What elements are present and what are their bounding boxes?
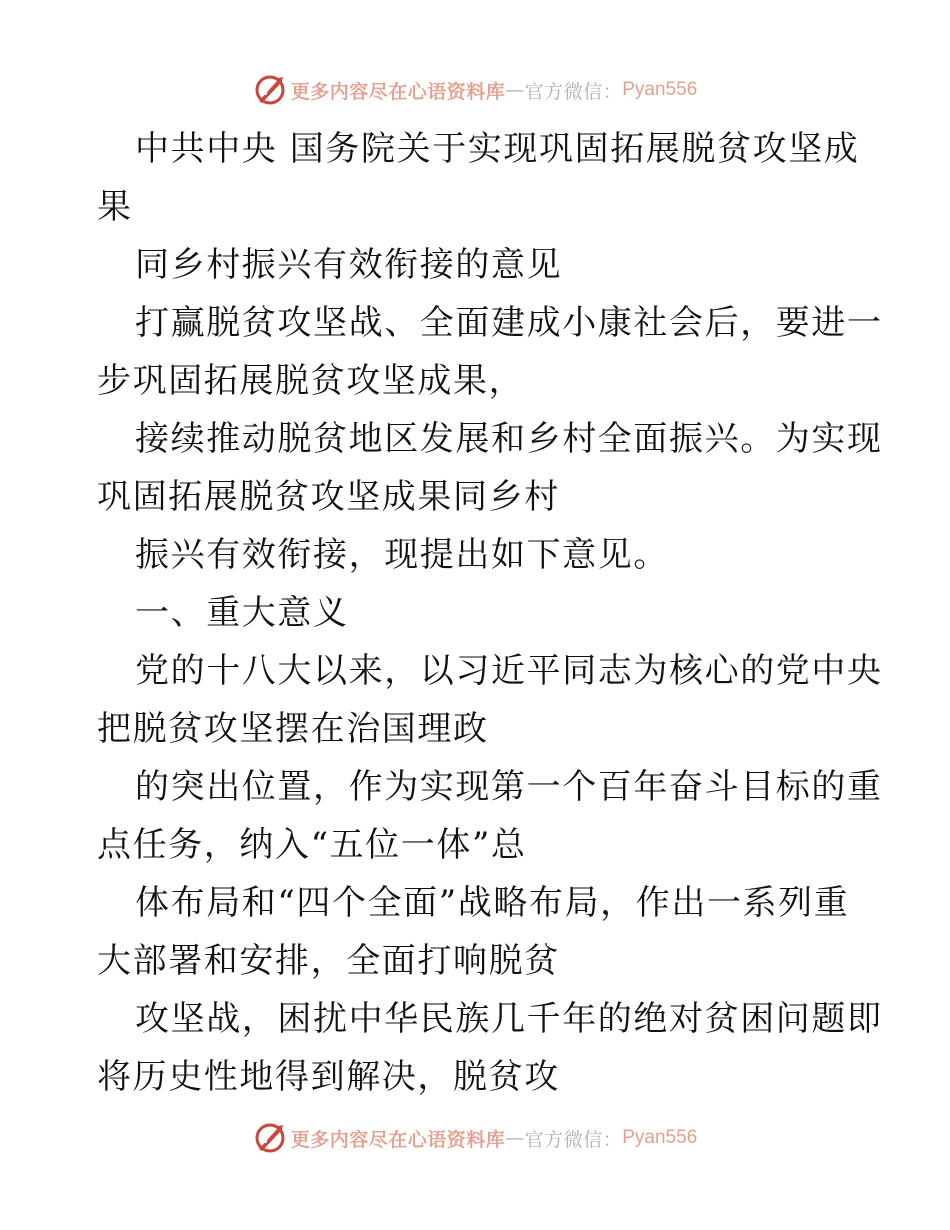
text-line: 接续推动脱贫地区发展和乡村全面振兴。为实现 xyxy=(135,419,883,459)
text-line: 中共中央 国务院关于实现巩固拓展脱贫攻坚成 xyxy=(135,129,860,169)
text-line: 大部署和安排，全面打响脱贫 xyxy=(97,941,560,981)
text-line: 将历史性地得到解决，脱贫攻 xyxy=(97,1057,560,1097)
footer-watermark-banner xyxy=(0,1118,950,1158)
text-line: 果 xyxy=(97,187,133,227)
document-body xyxy=(97,120,883,1106)
text-line: 一、重大意义 xyxy=(135,593,349,633)
text-line: 体布局和“四个全面”战略布局，作出一系列重 xyxy=(135,883,850,923)
text-line: 步巩固拓展脱贫攻坚成果， xyxy=(97,361,525,401)
text-line: 打赢脱贫攻坚战、全面建成小康社会后，要进一 xyxy=(135,303,883,343)
text-line: 点任务，纳入“五位一体”总 xyxy=(97,825,527,865)
banner-wechat-id: Pyan556 xyxy=(622,1127,698,1148)
text-line: 党的十八大以来，以习近平同志为核心的党中央 xyxy=(135,651,883,691)
header-watermark-banner xyxy=(0,70,950,110)
text-line: 同乡村振兴有效衔接的意见 xyxy=(135,245,563,285)
text-line: 把脱贫攻坚摆在治国理政 xyxy=(97,709,489,749)
banner-wechat-id: Pyan556 xyxy=(622,79,698,100)
banner-main-text: 更多内容尽在心语资料库 xyxy=(290,80,506,103)
text-line: 的突出位置，作为实现第一个百年奋斗目标的重 xyxy=(135,767,883,807)
banner-dash: — xyxy=(505,1127,525,1149)
text-line: 振兴有效衔接，现提出如下意见。 xyxy=(135,535,669,575)
quill-logo-icon xyxy=(253,1121,287,1155)
text-line: 攻坚战，困扰中华民族几千年的绝对贫困问题即 xyxy=(135,999,883,1039)
text-line: 巩固拓展脱贫攻坚成果同乡村 xyxy=(97,477,560,517)
banner-dash: — xyxy=(505,79,525,101)
banner-sub-text: 官方微信： xyxy=(524,80,623,103)
banner-main-text: 更多内容尽在心语资料库 xyxy=(290,1128,506,1151)
quill-logo-icon xyxy=(253,73,287,107)
banner-sub-text: 官方微信： xyxy=(524,1128,623,1151)
